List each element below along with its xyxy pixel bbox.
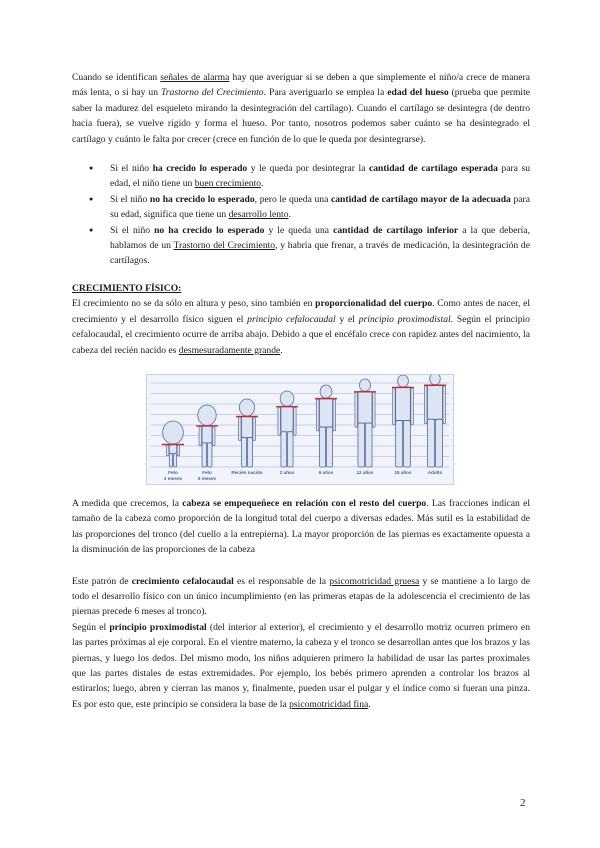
- bold-text: no ha crecido lo esperado: [149, 193, 255, 205]
- bold-text: cabeza se empequeñece en relación con el resto del cuerpo: [182, 497, 427, 509]
- intro-paragraph: [72, 70, 530, 147]
- bullet-item: [110, 192, 530, 223]
- text-run: (prueba que permite saber la madurez del esqueleto mirando la desintegración del cartílago). Cuando el cartílago se desintegra (de dentro hacia fuera), se vuelve rígido y forma el hueso. Por tanto, nosotros podemos saber cuánto se ha desintegrado el cartílago y cuánto le falta por crecer (crece en función de lo que le queda por desintegrarse).: [72, 87, 531, 145]
- figure-leg: [366, 423, 373, 467]
- proximodistal-paragraph: [72, 620, 530, 712]
- text-run: . Para averiguarlo se emplea la: [263, 87, 388, 99]
- figure-leg: [208, 443, 212, 467]
- head-proportion-paragraph: [72, 496, 530, 558]
- text-run: (del interior al exterior), el crecimiento y el desarrollo motriz ocurren primero en las partes próximas al eje corporal. En el vientre materno, la cabeza y el tronco se desarrollan antes que los brazos y las piernas, y luego los dedos. Del mismo modo, los niños adquieren primero la habilidad de usar las partes proximales que las partes distales de estas extremidades. Por ejemplo, los bebés primero aprenden a controlar los brazos al estirarlos; luego, abren y cierran las manos y, finalmente, pueden usar el pulgar y el índice como si fueran una pinza. Es por esto que, este principio se considera la base de la: [72, 621, 530, 710]
- figure-age-label: Recién nacido: [231, 469, 263, 475]
- figure-arm: [333, 399, 336, 431]
- figure-torso: [319, 398, 332, 427]
- italic-text: principio cefalocaudal: [247, 313, 336, 325]
- text-run: y el: [335, 313, 359, 325]
- figure-leg: [202, 443, 206, 467]
- figure-torso: [169, 444, 176, 454]
- figure-arm: [177, 445, 180, 456]
- text-run: . Según el principio cefalocaudal, el crecimiento ocurre de arriba abajo. Debido a que el encéfalo crece con rapidez antes del nacimiento, la cabeza del recién nacido es: [72, 313, 530, 356]
- figure-leg: [281, 432, 287, 467]
- figure-arm: [355, 392, 358, 427]
- figure-head: [320, 385, 332, 398]
- bold-text: proporcionalidad del cuerpo: [315, 298, 433, 310]
- text-run: El crecimiento no se da sólo en altura y peso, sino también en: [72, 298, 316, 310]
- figure-arm: [294, 407, 297, 435]
- figure-arm: [253, 417, 256, 441]
- text-run: es el responsable de la: [233, 575, 330, 587]
- figure-leg: [436, 419, 443, 467]
- text-run: Si el niño: [110, 224, 155, 236]
- text-run: .: [368, 698, 371, 710]
- text-run: , pero le queda una: [254, 193, 331, 205]
- figure-leg: [242, 437, 247, 467]
- underlined-text: desmesuradamente grande: [178, 344, 281, 356]
- underlined-text: buen crecimiento: [194, 178, 262, 190]
- figure-torso: [427, 385, 442, 420]
- text-run: hay que averiguar si se deben a que simplemente el niño/a crece de manera más lenta, o si hay un: [72, 72, 530, 99]
- physical-growth-paragraph: [72, 296, 530, 358]
- figure-arm: [424, 386, 427, 424]
- text-run: y se mantiene a lo largo de todo el desarrollo físico con un único incumplimiento (en las primeras etapas de la adolescencia el crecimiento de las piernas precede 6 meses al tronco).: [72, 575, 531, 618]
- bold-text: cantidad de cartílago inferior: [333, 224, 459, 236]
- cephalocaudal-paragraph: [72, 574, 530, 620]
- body-proportions-figure: [146, 374, 454, 485]
- figure-torso: [358, 391, 372, 423]
- figure-age-label: 2 meses: [163, 475, 183, 481]
- body-proportions-illustration: [147, 375, 453, 484]
- text-run: . Las fracciones indican el tamaño de la cabeza como proporción de la longitud total del cuerpo a diversas edades. Más sutil es la estabilidad de las proporciones del tronco (del cuello a la entrepierna). La mayor proporción de las piernas es exactamente opuesta a la disminución de las proporciones de la cabeza: [72, 497, 530, 556]
- figure-arm: [239, 417, 242, 441]
- figure-leg: [396, 420, 403, 466]
- bold-text: crecimiento cefalocaudal: [131, 575, 234, 587]
- figure-torso: [242, 416, 253, 437]
- bold-text: no ha crecido lo esperado: [154, 224, 265, 236]
- figure-age-label: Adulto: [427, 469, 443, 475]
- figure-arm: [411, 388, 414, 425]
- bullet-list: [72, 161, 530, 269]
- text-run: Si el niño: [110, 193, 150, 205]
- text-run: Si el niño: [110, 163, 153, 175]
- bold-text: cantidad de cartílago esperada: [368, 163, 498, 175]
- text-run: , y habría que frenar, a través de medicación, la desintegración de cartílagos.: [110, 240, 530, 267]
- text-run: para su edad, el niño tiene un: [110, 163, 530, 190]
- text-run: para su edad, significa que tiene un: [110, 193, 530, 221]
- figure-age-label: 15 años: [394, 469, 412, 475]
- figure-head: [398, 375, 409, 387]
- text-run: .: [280, 344, 283, 356]
- figure-age-label: 5 meses: [197, 475, 217, 481]
- figure-head: [163, 421, 184, 444]
- figure-age-label: Feto: [168, 469, 178, 475]
- underlined-text: desarrollo lento: [228, 209, 289, 221]
- figure-head: [280, 391, 294, 406]
- text-run: y le queda por desintegrar la: [247, 163, 369, 175]
- figure-head: [359, 379, 370, 391]
- page-number: 2: [520, 797, 526, 809]
- bullet-item: [110, 223, 530, 269]
- figure-head: [198, 405, 216, 425]
- figure-arm: [199, 426, 202, 445]
- figure-age-label: 12 años: [356, 469, 374, 475]
- figure-leg: [358, 423, 365, 467]
- figure-leg: [248, 437, 253, 467]
- figure-leg: [319, 427, 325, 467]
- underlined-text: psicomotricidad gruesa: [329, 575, 420, 587]
- text-run: .: [288, 209, 291, 221]
- figure-arm: [373, 392, 376, 427]
- figure-leg: [327, 427, 333, 467]
- bold-text: ha crecido lo esperado: [152, 163, 248, 175]
- figure-arm: [316, 399, 319, 431]
- section-title: CRECIMIENTO FÍSICO:: [72, 282, 182, 294]
- figure-age-label: 6 años: [318, 469, 334, 475]
- figure-age-label: 2 años: [279, 469, 295, 475]
- underlined-text: psicomotricidad fina: [289, 698, 369, 710]
- figure-leg: [288, 432, 294, 467]
- figure-leg: [169, 454, 172, 467]
- text-run: y le queda una: [264, 224, 334, 236]
- underlined-text: señales de alarma: [160, 72, 230, 83]
- figure-torso: [202, 425, 212, 442]
- figure-arm: [212, 426, 215, 445]
- text-run: Según el: [72, 621, 110, 633]
- bold-text: edad del hueso: [387, 87, 449, 99]
- figure-torso: [396, 387, 411, 421]
- text-run: Este patrón de: [72, 575, 132, 587]
- figure-arm: [278, 407, 281, 435]
- figure-arm: [166, 445, 169, 456]
- bold-text: principio proximodistal: [109, 621, 207, 633]
- figure-arm: [443, 386, 446, 424]
- text-run: . Como antes de nacer, el crecimiento y el desarrollo físico siguen el: [72, 298, 530, 325]
- figure-leg: [174, 454, 177, 467]
- figure-head: [239, 399, 254, 416]
- text-run: A medida que crecemos, la: [72, 497, 183, 509]
- bold-text: cantidad de cartílago mayor de la adecuada: [331, 193, 511, 205]
- bullet-item: [110, 161, 530, 192]
- document-body: [72, 70, 530, 712]
- figure-leg: [404, 420, 411, 466]
- italic-text: principio proximodistal: [358, 313, 451, 325]
- text-run: a la que debería, hablamos de un: [110, 224, 530, 252]
- figure-age-label: Feto: [202, 469, 212, 475]
- figure-torso: [281, 406, 293, 432]
- figure-leg: [427, 419, 434, 467]
- figure-head: [430, 375, 441, 385]
- figure-arm: [393, 388, 396, 425]
- italic-text: Trastorno del Crecimiento: [161, 87, 264, 99]
- text-run: Cuando se identifican: [72, 72, 161, 83]
- text-run: .: [261, 178, 264, 190]
- underlined-text: Trastorno del Crecimiento: [173, 240, 276, 252]
